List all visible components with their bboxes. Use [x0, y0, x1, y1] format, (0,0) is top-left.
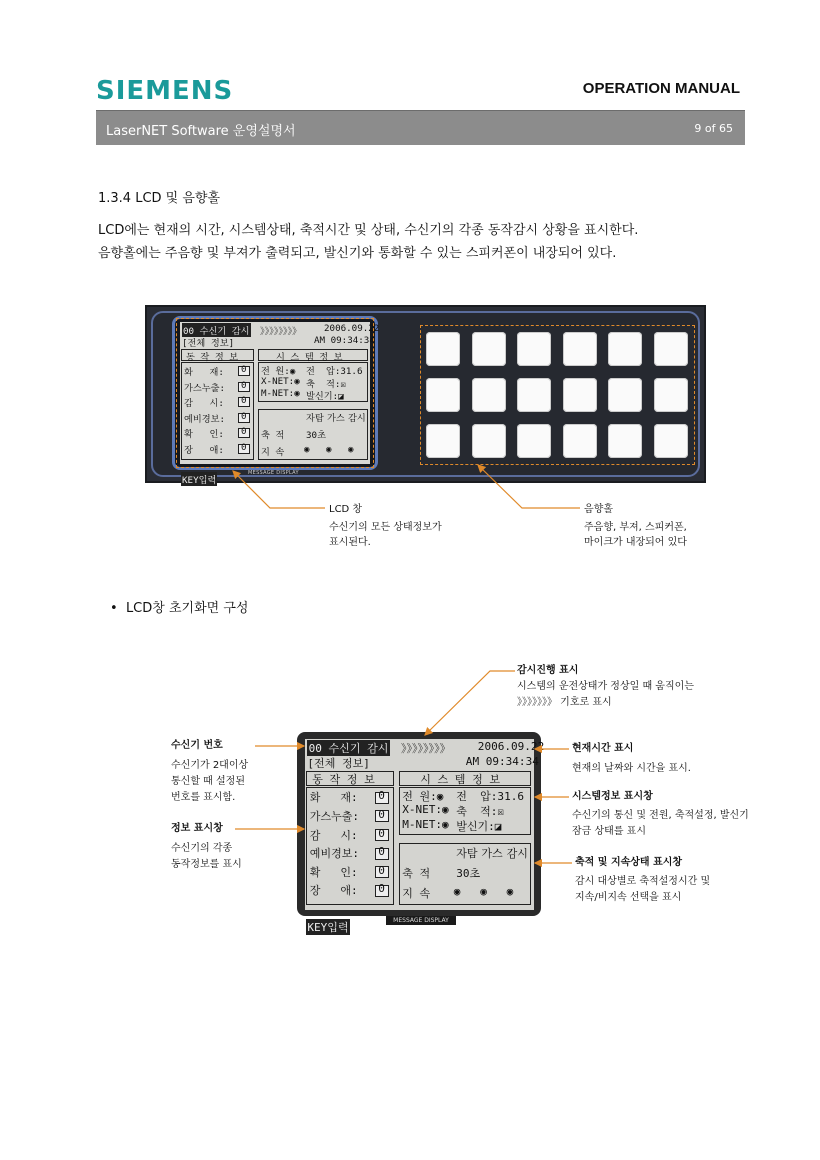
annotation-receiver-desc-2: 통신할 때 설정된 [171, 776, 245, 787]
sound-hole-desc-2: 마이크가 내장되어 있다 [584, 537, 687, 548]
annotation-accumulation-desc-2: 지속/비지속 선택을 표시 [575, 892, 682, 903]
lcd-cont-mark: ◉ [453, 885, 461, 899]
sound-hole-desc-1: 주음향, 부져, 스피커폰, [584, 522, 687, 533]
lcd-sys-row-left: M-NET:◉ [402, 818, 449, 832]
lcd-act-row-label: 가스누출: [309, 810, 360, 823]
lcd-sys-header: 시 스 템 정 보 [420, 773, 501, 787]
lcd-sys-row-right: 발신기:◪ [306, 391, 344, 402]
lcd-act-row-label: 확 인: [184, 429, 224, 440]
lcd-sys-row-left: 전 원:◉ [402, 790, 444, 804]
lcd-monitor-arrows: 》》》》》》》》 [401, 742, 451, 756]
lcd-monitor-arrows: 》》》》》》》》 [260, 326, 302, 337]
section-heading: 1.3.4 LCD 및 음향홀 [98, 191, 221, 206]
lcd-act-row-value: 0 [378, 808, 385, 821]
lcd-act-row-label: 예비경보: [184, 413, 226, 425]
annotation-monitor-desc-2: 》》》》》》》 기호로 표시 [517, 697, 612, 708]
lcd-window-title: LCD 창 [329, 504, 363, 515]
lcd-acc-row-value: 30초 [456, 867, 481, 880]
annotation-system-desc-1: 수신기의 통신 및 전원, 축적설정, 발신기 [572, 810, 749, 821]
paragraph-line-2: 음향홀에는 주음향 및 부져가 출력되고, 발신기와 통화할 수 있는 스피커폰이 내장되어 있다. [98, 246, 617, 261]
lcd-all-info-label: [전체 정보] [307, 756, 370, 770]
lcd-pointer-line [233, 471, 325, 508]
message-display-label-large: MESSAGE DISPLAY [386, 916, 456, 925]
lcd-window-desc-2: 표시된다. [329, 537, 371, 548]
annotation-accumulation-title: 축적 및 지속상태 표시창 [575, 857, 683, 868]
lcd-sys-row-right: 전 압:31.6 [306, 366, 363, 377]
lcd-act-row-value: 0 [378, 845, 385, 859]
lcd-sys-row-right: 발신기:◪ [456, 820, 502, 834]
lcd-act-row-label: 장 애: [309, 884, 358, 898]
annotation-info-desc-1: 수신기의 각종 [171, 843, 233, 854]
lcd-acc-header: 자탐 [456, 846, 478, 860]
lcd-sys-row-left: 전 원:◉ [261, 366, 296, 377]
lcd-act-row-label: 감 시: [184, 398, 224, 409]
lcd-acc-header: 가스 [481, 846, 503, 860]
lcd-sys-row-left: M-NET:◉ [261, 388, 300, 399]
message-display-label-small: MESSAGE DISPLAY [248, 470, 299, 476]
lcd-date: 2006.09.22 [477, 740, 545, 754]
lcd-act-row-value: 0 [241, 364, 247, 375]
sound-pointer-line [478, 465, 580, 508]
annotation-receiver-title: 수신기 번호 [171, 740, 223, 751]
lcd-all-info-label: [전체 정보] [182, 338, 235, 349]
lcd-sys-row-right: 축 적:☒ [456, 805, 505, 819]
lcd-date: 2006.09.22 [324, 323, 380, 334]
lcd-act-header: 동 작 정 보 [186, 352, 239, 363]
lcd-cont-mark: ◉ [304, 444, 310, 455]
lcd-act-row-value: 0 [378, 789, 385, 803]
page-number: 9 of 65 [694, 122, 733, 135]
annotation-system-desc-2: 잠금 상태를 표시 [572, 826, 646, 837]
sound-hole-title: 음향홀 [584, 504, 613, 515]
lcd-cont-mark: ◉ [326, 444, 332, 455]
bullet-dot-icon: • [110, 601, 118, 616]
lcd-act-row-value: 0 [241, 379, 247, 391]
lcd-sys-row-left: X-NET:◉ [261, 375, 300, 387]
lcd-act-row-label: 감 시: [309, 828, 358, 842]
lcd-cont-row-label: 지 속 [402, 887, 431, 901]
lcd-act-header: 동 작 정 보 [312, 773, 375, 787]
paragraph-line-1: LCD에는 현재의 시간, 시스템상태, 축적시간 및 상태, 수신기의 각종 동작감시 상황을 표시한다. [98, 223, 639, 238]
lcd-sys-row-left: X-NET:◉ [402, 803, 449, 817]
lcd-receiver-number: 00 수신기 감시 [182, 323, 251, 337]
lcd-sys-header: 시 스 템 정 보 [276, 352, 343, 363]
lcd-act-row-value: 0 [241, 395, 247, 406]
lcd-act-row-value: 0 [378, 863, 385, 877]
lcd-cont-mark: ◉ [480, 885, 487, 899]
lcd-acc-header: 가스 [327, 413, 345, 424]
document-title: LaserNET Software 운영설명서 [106, 124, 296, 139]
lcd-act-row-label: 화 재: [309, 791, 358, 805]
manual-title: OPERATION MANUAL [582, 80, 740, 97]
lcd-act-row-label: 화 재: [184, 367, 224, 378]
annotation-time-desc: 현재의 날짜와 시간을 표시. [572, 763, 691, 774]
annotation-monitor-title: 감시진행 표시 [517, 665, 579, 676]
lcd-acc-row-label: 축 적 [261, 430, 285, 441]
monitor-pointer-line [425, 671, 515, 735]
lcd-sys-row-right: 축 적:☒ [306, 378, 346, 390]
lcd-cont-row-label: 지 속 [261, 447, 285, 458]
annotation-receiver-desc-3: 번호를 표시함. [171, 792, 236, 803]
lcd-window-desc-1: 수신기의 모든 상태정보가 [329, 522, 442, 533]
lcd-act-row-label: 장 애: [184, 444, 224, 456]
lcd-acc-header: 자탐 [306, 413, 324, 424]
lcd-time: AM 09:34:34 [465, 754, 539, 768]
annotation-receiver-desc-1: 수신기가 2대이상 [171, 760, 249, 771]
lcd-act-row-value: 0 [241, 410, 247, 422]
lcd-act-row-label: 확 인: [309, 865, 358, 879]
annotation-accumulation-desc-1: 감시 대상별로 축적설정시간 및 [575, 876, 711, 887]
bullet-text: LCD창 초기화면 구성 [125, 601, 249, 616]
lcd-sys-row-right: 전 압:31.6 [456, 790, 524, 804]
lcd-act-row-label: 예비경보: [309, 847, 360, 861]
lcd-act-row-label: 가스누출: [184, 382, 226, 394]
lcd-acc-row-label: 축 적 [402, 867, 431, 880]
annotation-info-desc-2: 동작정보를 표시 [171, 859, 242, 870]
lcd-key-input-label: KEY입력 [307, 921, 349, 934]
lcd-receiver-number: 00 수신기 감시 [308, 742, 389, 756]
lcd-act-row-value: 0 [378, 826, 385, 840]
lcd-act-row-value: 0 [241, 441, 247, 453]
siemens-logo: SIEMENS [96, 76, 234, 106]
lcd-time: AM 09:34:34 [314, 335, 375, 346]
lcd-acc-header: 감시 [506, 846, 528, 860]
lcd-acc-row-value: 30초 [306, 430, 326, 441]
lcd-cont-mark: ◉ [348, 444, 354, 455]
annotation-system-title: 시스템정보 표시창 [572, 791, 653, 802]
lcd-cont-mark: ◉ [506, 885, 514, 899]
lcd-acc-header: 감시 [348, 413, 366, 424]
annotation-info-title: 정보 표시창 [171, 823, 223, 834]
lcd-act-row-value: 0 [241, 426, 247, 437]
lcd-key-input-label: KEY입력 [181, 472, 217, 486]
lcd-act-row-value: 0 [378, 882, 385, 896]
annotation-time-title: 현재시간 표시 [572, 743, 634, 754]
annotation-monitor-desc-1: 시스템의 운전상태가 정상일 때 움직이는 [517, 681, 694, 692]
